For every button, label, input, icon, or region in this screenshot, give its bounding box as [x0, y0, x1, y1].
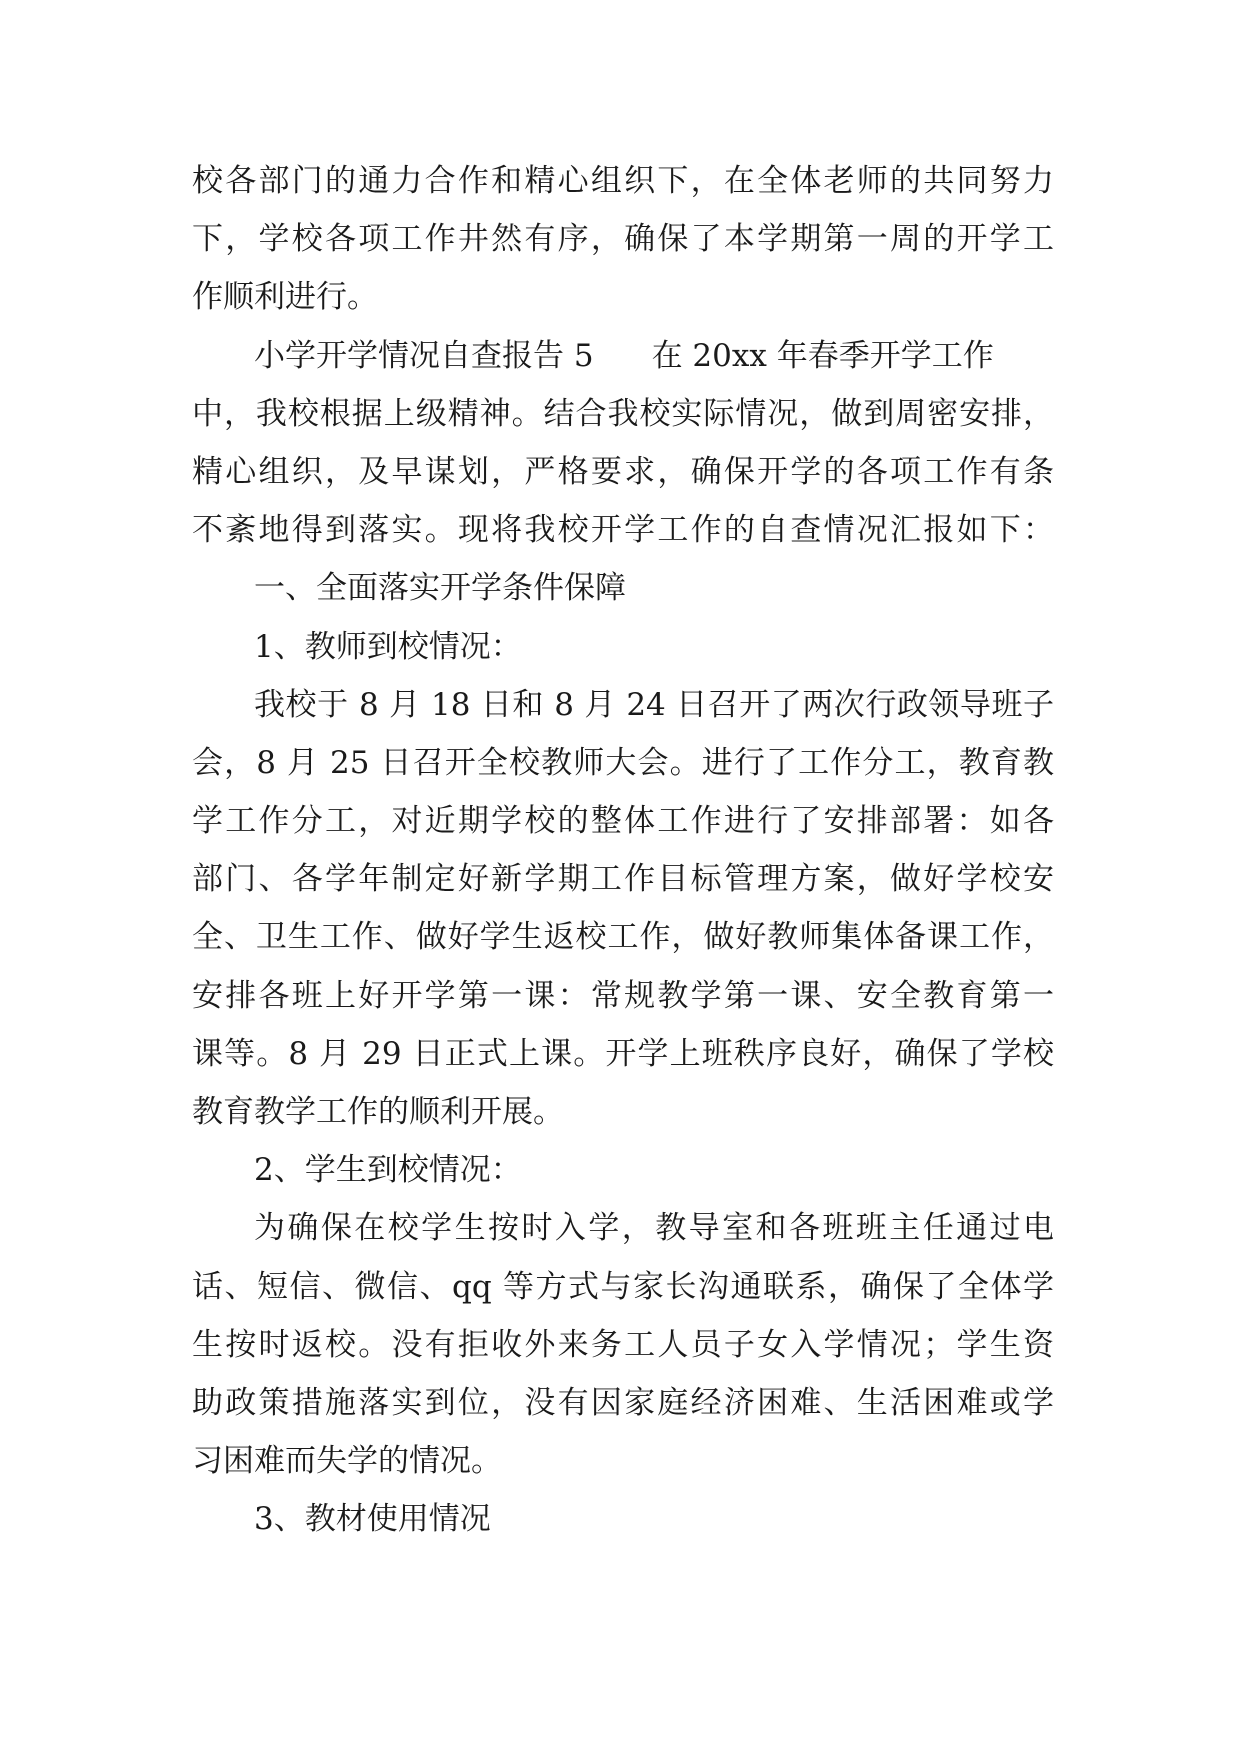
text-line: 教育教学工作的顺利开展。 — [192, 1094, 564, 1130]
text-line: 中，我校根据上级精神。结合我校实际情况，做到周密安排， — [192, 395, 1054, 432]
text-line: 课等。8 月 29 日正式上课。开学上班秩序良好，确保了学校 — [192, 1035, 1054, 1072]
text-line: 精心组织，及早谋划，严格要求，确保开学的各项工作有条 — [192, 453, 1054, 490]
report-heading-line — [192, 327, 1054, 385]
subsection-heading: 2、学生到校情况： — [254, 1152, 522, 1189]
text-line: 话、短信、微信、qq 等方式与家长沟通联系，确保了全体学 — [192, 1268, 1054, 1305]
text-line: 作顺利进行。 — [192, 279, 378, 316]
report-title: 小学开学情况自查报告 5 — [254, 337, 594, 374]
report-intro: 在 20xx 年春季开学工作 — [651, 337, 994, 374]
subsection-heading: 3、教材使用情况 — [254, 1501, 491, 1538]
text-line: 我校于 8 月 18 日和 8 月 24 日召开了两次行政领导班子 — [254, 686, 1054, 723]
text-line: 校各部门的通力合作和精心组织下，在全体老师的共同努力 — [192, 163, 1054, 199]
text-line: 下，学校各项工作井然有序，确保了本学期第一周的开学工 — [192, 221, 1054, 258]
section-heading: 一、全面落实开学条件保障 — [254, 570, 626, 607]
text-line: 助政策措施落实到位，没有因家庭经济困难、生活困难或学 — [192, 1384, 1054, 1421]
text-line: 安排各班上好开学第一课：常规教学第一课、安全教育第一 — [192, 977, 1054, 1014]
text-line: 部门、各学年制定好新学期工作目标管理方案，做好学校安 — [192, 861, 1054, 898]
text-line: 不紊地得到落实。现将我校开学工作的自查情况汇报如下： — [192, 512, 1054, 549]
document-page — [192, 152, 1054, 1549]
text-line: 习困难而失学的情况。 — [192, 1443, 502, 1480]
text-line: 会，8 月 25 日召开全校教师大会。进行了工作分工，教育教 — [192, 744, 1054, 781]
text-line: 学工作分工，对近期学校的整体工作进行了安排部署：如各 — [192, 803, 1054, 840]
subsection-heading: 1、教师到校情况： — [254, 628, 522, 665]
text-line: 生按时返校。没有拒收外来务工人员子女入学情况；学生资 — [192, 1326, 1054, 1363]
text-line: 为确保在校学生按时入学，教导室和各班班主任通过电 — [254, 1210, 1054, 1247]
text-line: 全、卫生工作、做好学生返校工作，做好教师集体备课工作， — [192, 919, 1054, 956]
